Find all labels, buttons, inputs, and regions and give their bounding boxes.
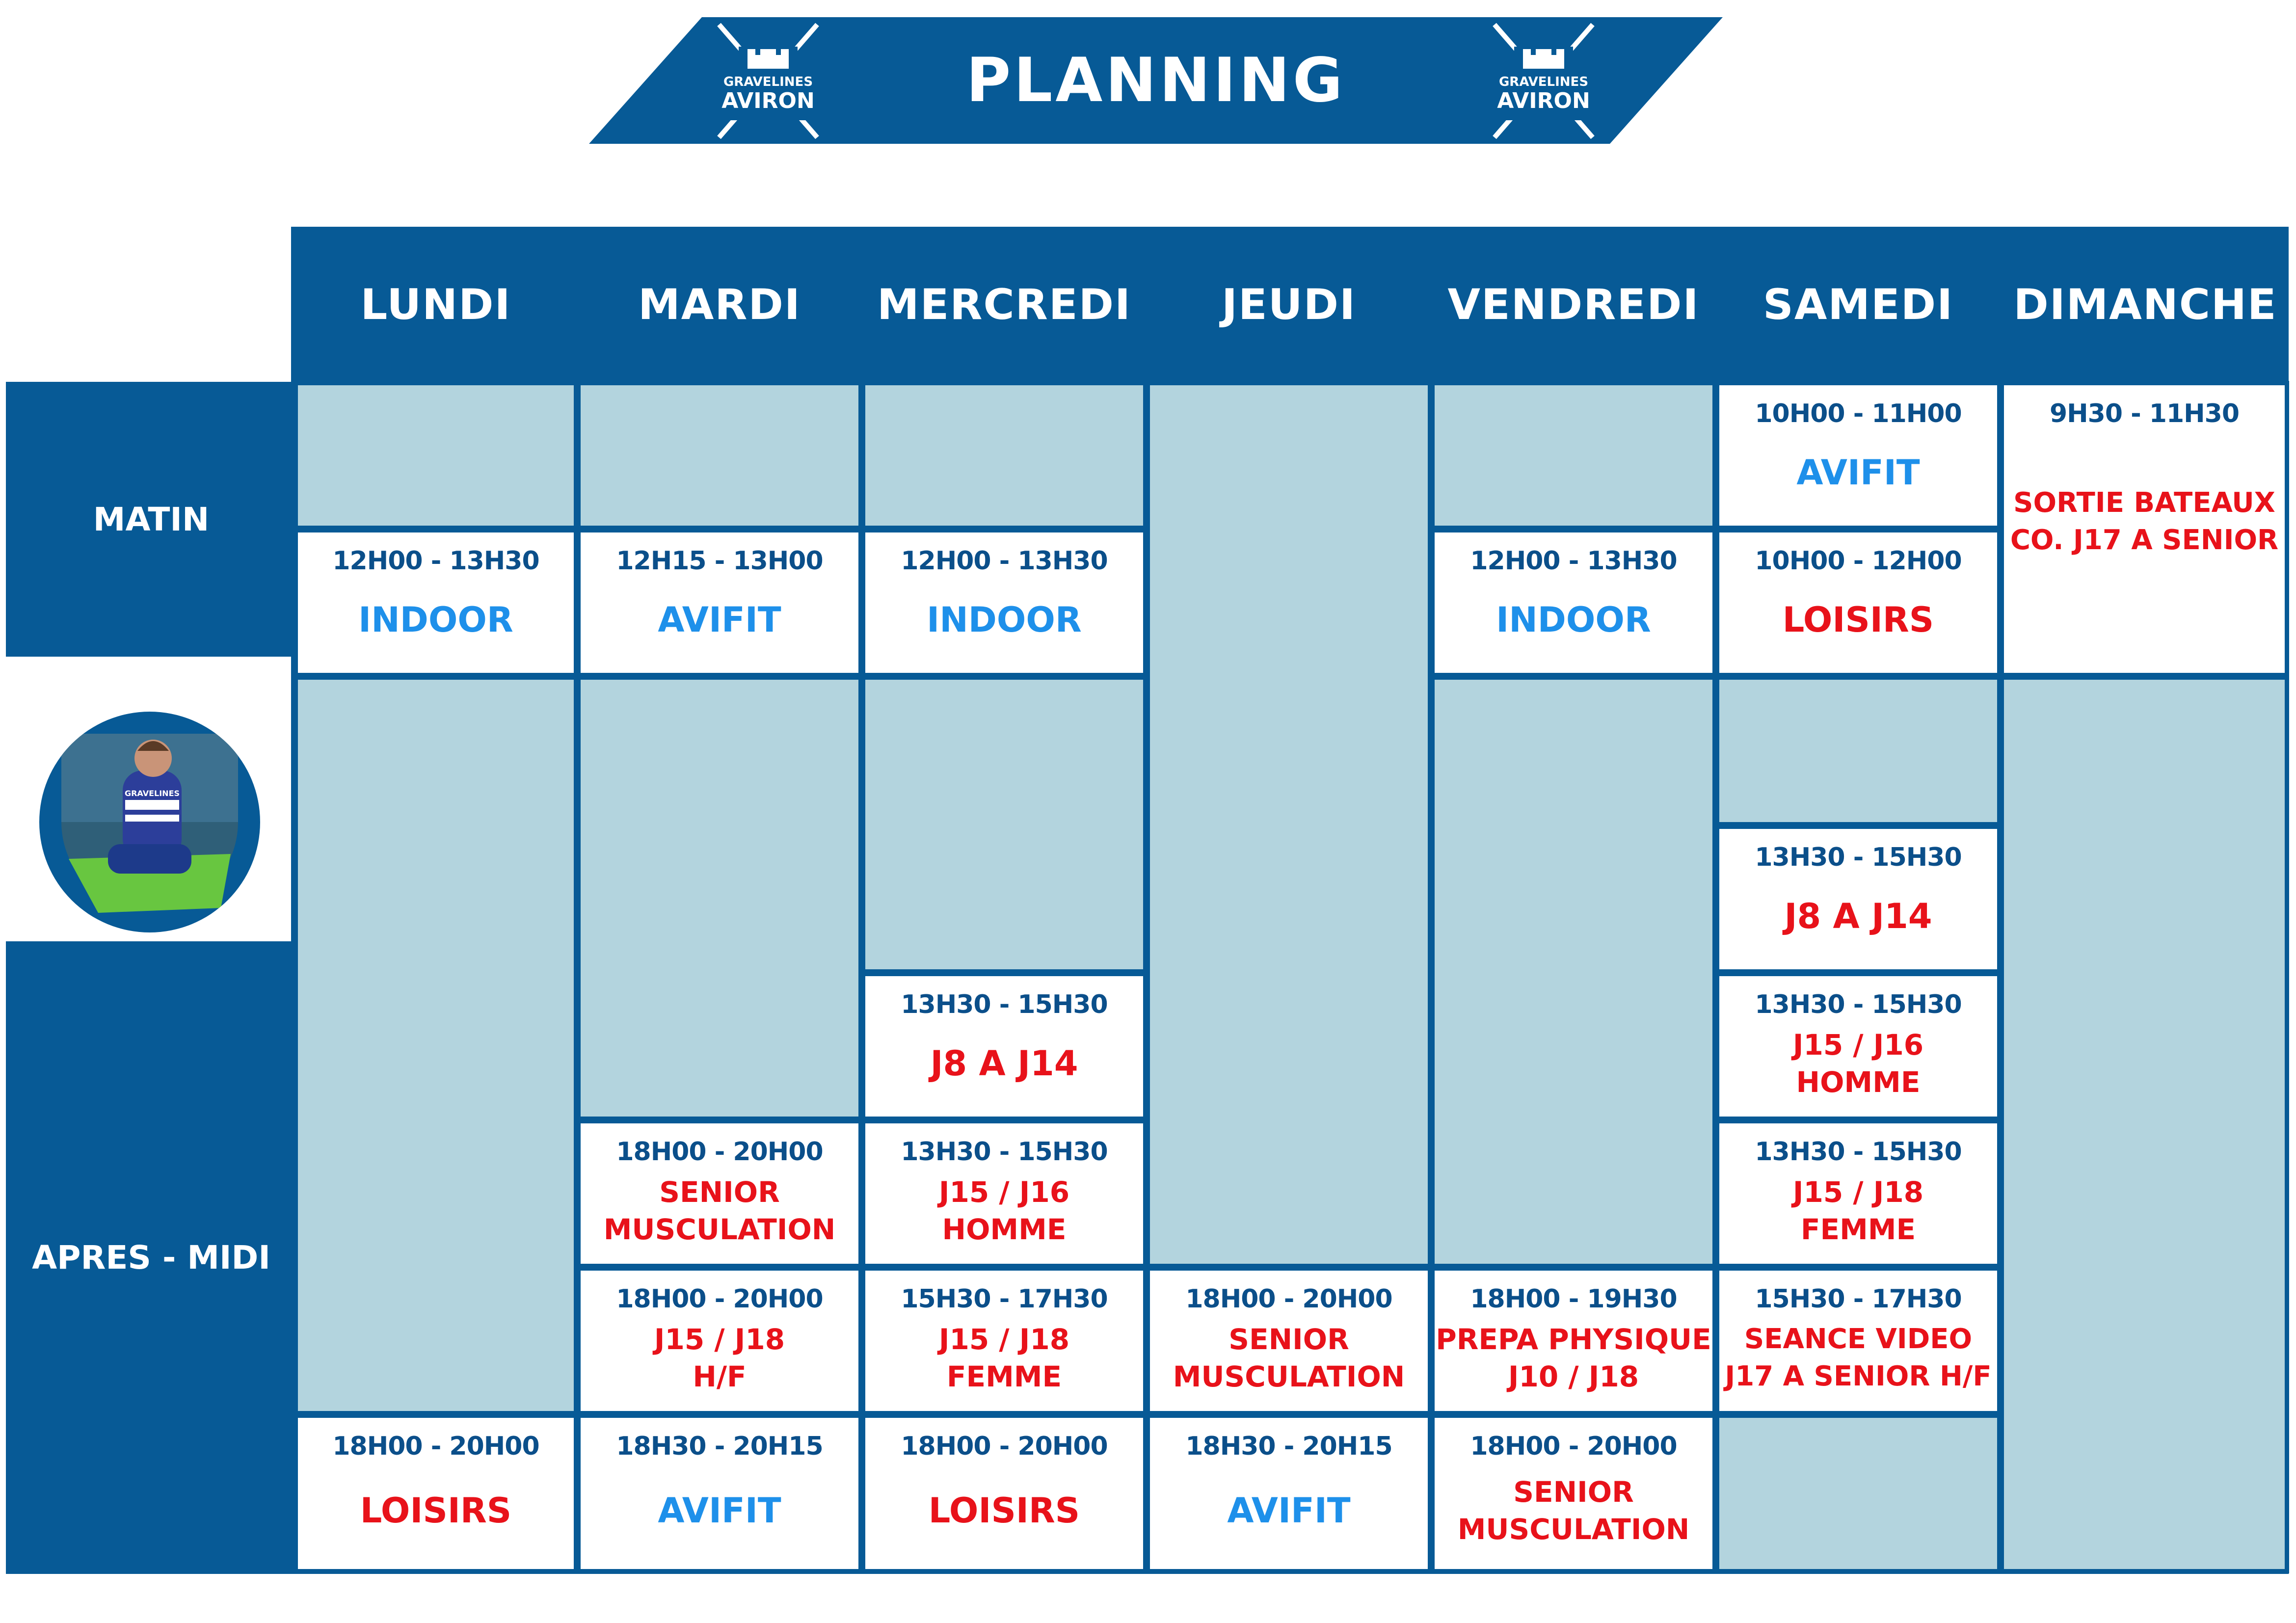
slot-time: 13H30 - 15H30 <box>901 990 1108 1019</box>
cell-empty <box>861 381 1148 530</box>
slot-time: 15H30 - 17H30 <box>901 1284 1108 1314</box>
slot-jeudi-2[interactable] <box>1146 1413 1432 1573</box>
cell-empty <box>1715 675 2002 826</box>
period-afternoon: APRES - MIDI <box>6 941 296 1574</box>
slot-vendredi-3[interactable] <box>1430 1413 1717 1573</box>
cell-empty <box>1430 675 1717 1268</box>
slot-activity: AVIFIT <box>1796 452 1920 493</box>
slot-time: 18H00 - 20H00 <box>332 1432 539 1461</box>
cell-empty <box>294 381 578 530</box>
club-logo-right <box>1485 20 1602 142</box>
logo-line1: GRAVELINES <box>1498 75 1589 89</box>
slot-activity: SORTIE BATEAUX CO. J17 A SENIOR <box>2010 487 2279 556</box>
slot-samedi-3[interactable] <box>1715 825 2002 974</box>
day-mardi: MARDI <box>638 280 801 329</box>
slot-time: 13H30 - 15H30 <box>1755 843 1962 872</box>
slot-time: 13H30 - 15H30 <box>1755 1137 1962 1167</box>
slot-mercredi-2[interactable] <box>861 972 1148 1121</box>
cell-empty <box>576 675 863 1121</box>
slot-lundi-1[interactable] <box>294 528 578 677</box>
slot-activity: SENIOR MUSCULATION <box>1457 1475 1690 1546</box>
club-logo-left <box>709 20 827 142</box>
slot-activity: LOISIRS <box>1782 600 1934 640</box>
rower-photo <box>39 712 260 932</box>
slot-time: 18H00 - 20H00 <box>1185 1284 1392 1314</box>
slot-mercredi-5[interactable] <box>861 1413 1148 1573</box>
slot-mardi-3[interactable] <box>576 1266 863 1415</box>
slot-time: 18H00 - 19H30 <box>1470 1284 1677 1314</box>
slot-mercredi-3[interactable] <box>861 1119 1148 1268</box>
logo-line1: GRAVELINES <box>723 75 813 89</box>
slot-mercredi-1[interactable] <box>861 528 1148 677</box>
slot-mardi-2[interactable] <box>576 1119 863 1268</box>
slot-activity: J15 / J18 FEMME <box>938 1323 1070 1393</box>
slot-vendredi-1[interactable] <box>1430 528 1717 677</box>
slot-mardi-4[interactable] <box>576 1413 863 1573</box>
day-dimanche: DIMANCHE <box>2013 280 2277 329</box>
slot-samedi-4[interactable] <box>1715 972 2002 1121</box>
slot-activity: AVIFIT <box>658 600 781 640</box>
cell-empty <box>294 675 578 1415</box>
cell-empty <box>2000 675 2289 1573</box>
slot-samedi-5[interactable] <box>1715 1119 2002 1268</box>
slot-activity: J8 A J14 <box>1784 896 1932 936</box>
slot-activity: SENIOR MUSCULATION <box>1173 1323 1405 1393</box>
slot-activity: SEANCE VIDEO J17 A SENIOR H/F <box>1725 1323 1992 1392</box>
slot-dimanche-1[interactable] <box>2000 381 2289 677</box>
slot-samedi-6[interactable] <box>1715 1266 2002 1415</box>
slot-activity: INDOOR <box>1496 600 1651 640</box>
slot-activity: J15 / J18 H/F <box>654 1323 785 1393</box>
day-mercredi: MERCREDI <box>877 280 1132 329</box>
slot-activity: SENIOR MUSCULATION <box>603 1175 836 1246</box>
slot-time: 18H00 - 20H00 <box>616 1284 823 1314</box>
slot-vendredi-2[interactable] <box>1430 1266 1717 1415</box>
slot-time: 18H30 - 20H15 <box>1185 1432 1392 1461</box>
slot-time: 18H00 - 20H00 <box>901 1432 1108 1461</box>
slot-time: 18H00 - 20H00 <box>1470 1432 1677 1461</box>
slot-time: 18H00 - 20H00 <box>616 1137 823 1167</box>
slot-mardi-1[interactable] <box>576 528 863 677</box>
slot-activity: J15 / J16 HOMME <box>1792 1028 1924 1099</box>
jersey-text: GRAVELINES <box>124 789 180 798</box>
logo-line2: AVIRON <box>721 88 815 113</box>
slot-activity: PREPA PHYSIQUE J10 / J18 <box>1436 1323 1711 1393</box>
day-vendredi: VENDREDI <box>1447 280 1700 329</box>
cell-empty <box>576 381 863 530</box>
slot-time: 13H30 - 15H30 <box>901 1137 1108 1167</box>
slot-samedi-2[interactable] <box>1715 528 2002 677</box>
period-morning: MATIN <box>6 382 296 657</box>
slot-activity: INDOOR <box>927 600 1082 640</box>
slot-activity: LOISIRS <box>928 1490 1080 1531</box>
slot-activity: J15 / J16 HOMME <box>938 1175 1070 1246</box>
slot-activity: LOISIRS <box>360 1490 512 1531</box>
slot-time: 15H30 - 17H30 <box>1755 1284 1962 1314</box>
cell-empty <box>1430 381 1717 530</box>
cell-empty <box>1146 381 1432 1268</box>
page-title: PLANNING <box>966 45 1346 116</box>
slot-activity: AVIFIT <box>658 1490 781 1531</box>
slot-time: 10H00 - 12H00 <box>1755 546 1962 576</box>
slot-time: 13H30 - 15H30 <box>1755 990 1962 1019</box>
slot-activity: AVIFIT <box>1227 1490 1351 1531</box>
slot-activity: J15 / J18 FEMME <box>1792 1175 1924 1246</box>
slot-mercredi-4[interactable] <box>861 1266 1148 1415</box>
cell-empty <box>1715 1413 2002 1573</box>
slot-time: 12H15 - 13H00 <box>616 546 823 576</box>
slot-lundi-2[interactable] <box>294 1413 578 1573</box>
slot-time: 12H00 - 13H30 <box>1470 546 1677 576</box>
slot-activity: J8 A J14 <box>930 1043 1078 1084</box>
day-jeudi: JEUDI <box>1222 280 1356 329</box>
slot-jeudi-1[interactable] <box>1146 1266 1432 1415</box>
slot-time: 9H30 - 11H30 <box>2049 399 2240 428</box>
day-lundi: LUNDI <box>360 280 511 329</box>
slot-time: 12H00 - 13H30 <box>901 546 1108 576</box>
slot-time: 10H00 - 11H00 <box>1755 399 1962 428</box>
logo-line2: AVIRON <box>1497 88 1590 113</box>
slot-samedi-1[interactable] <box>1715 381 2002 530</box>
cell-empty <box>861 675 1148 974</box>
slot-activity: INDOOR <box>358 600 513 640</box>
slot-time: 18H30 - 20H15 <box>616 1432 823 1461</box>
day-samedi: SAMEDI <box>1762 280 1954 329</box>
slot-time: 12H00 - 13H30 <box>332 546 539 576</box>
